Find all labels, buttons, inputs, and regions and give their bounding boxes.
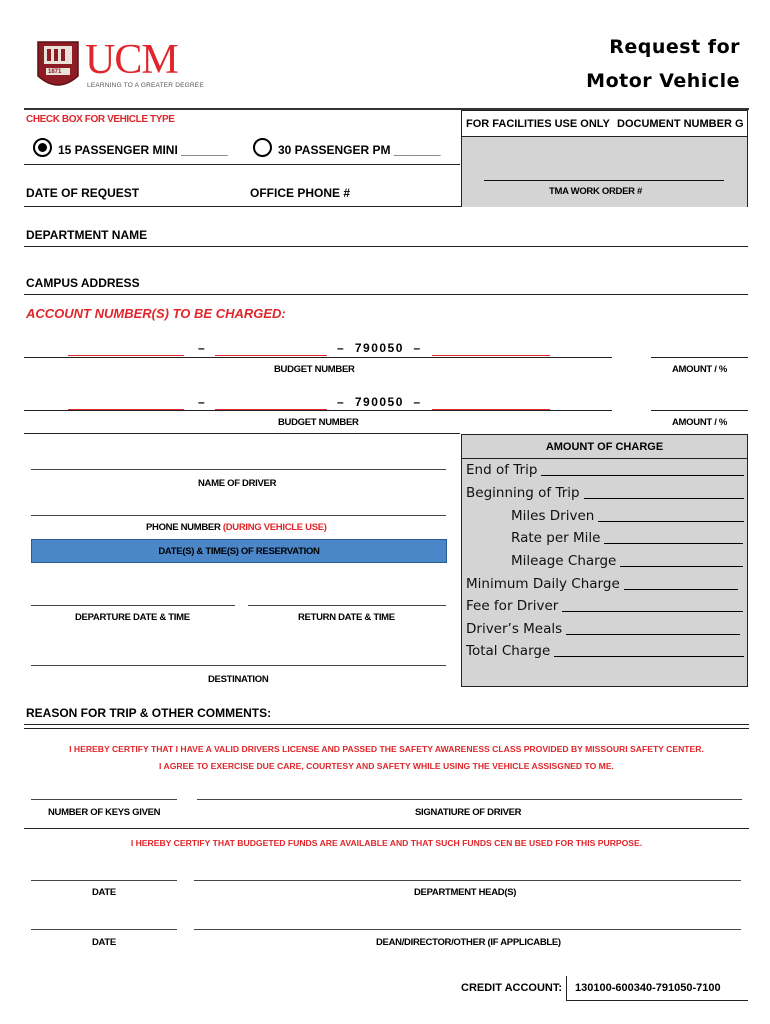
driver-name-field[interactable] (31, 469, 446, 470)
vehicle-type-label: CHECK BOX FOR VEHICLE TYPE (26, 114, 175, 125)
amount-1-field[interactable] (651, 357, 748, 358)
budget-number-label-1: BUDGET NUMBER (274, 364, 355, 375)
department-name-field[interactable] (24, 246, 748, 247)
account-row-2 (24, 393, 612, 411)
document-number: DOCUMENT NUMBER G (617, 118, 744, 130)
charge-minimum-daily[interactable] (466, 576, 738, 592)
credit-account-value: 130100-600340-791050-7100 (575, 982, 721, 994)
radio-selected-dot (38, 143, 47, 152)
charge-total[interactable] (466, 643, 744, 659)
amount-2-field[interactable] (651, 410, 748, 411)
dean-field[interactable] (194, 929, 741, 930)
certify-line-1: I HEREBY CERTIFY THAT I HAVE A VALID DRIVERS LICENSE AND PASSED THE SAFETY AWARENESS CLASS PROVIDED BY MISSOURI SAFETY CENTER. (69, 744, 704, 754)
departure-field[interactable] (31, 605, 235, 606)
charge-rate-per-mile-input[interactable] (604, 530, 743, 544)
date-of-request-label: DATE OF REQUEST (26, 186, 140, 200)
charge-drivers-meals-label: Driver’s Meals (466, 621, 563, 637)
charge-fee-for-driver-input[interactable] (562, 598, 743, 612)
funds-certify: I HEREBY CERTIFY THAT BUDGETED FUNDS ARE AVAILABLE AND THAT SUCH FUNDS CEN BE USED FOR THIS PURPOSE. (130, 838, 643, 848)
charge-mileage-charge[interactable] (466, 553, 743, 569)
logo-wordmark: UCM (85, 37, 178, 83)
charge-fee-for-driver[interactable] (466, 598, 743, 614)
radio-30-passenger[interactable] (253, 138, 272, 157)
department-name-label: DEPARTMENT NAME (26, 228, 148, 242)
driver-phone-text: PHONE NUMBER (146, 522, 221, 533)
keys-given-label: NUMBER OF KEYS GIVEN (48, 807, 161, 818)
account-heading: ACCOUNT NUMBER(S) TO BE CHARGED: (26, 306, 286, 321)
dept-head-label: DEPARTMENT HEAD(S) (414, 887, 517, 898)
campus-address-field[interactable] (24, 294, 748, 295)
date-2-field[interactable] (31, 929, 177, 930)
account-2-field-a[interactable] (68, 397, 184, 410)
account-2-dash: – (198, 395, 205, 409)
driver-signature-field[interactable] (197, 799, 742, 800)
account-1-field-b[interactable] (215, 343, 327, 356)
charge-rate-per-mile[interactable] (466, 530, 743, 546)
driver-section-top-rule (24, 433, 460, 434)
charge-minimum-daily-input[interactable] (624, 576, 738, 590)
charge-end-of-trip-label: End of Trip (466, 462, 538, 478)
driver-phone-label (146, 522, 327, 533)
dept-head-field[interactable] (194, 880, 741, 881)
driver-phone-note: (DURING VEHICLE USE) (222, 522, 327, 533)
charge-drivers-meals-input[interactable] (566, 621, 740, 635)
destination-field[interactable] (31, 665, 446, 666)
account-2-field-c[interactable] (432, 397, 550, 410)
charge-miles-driven-input[interactable] (598, 508, 744, 522)
charge-heading-cell (462, 435, 747, 459)
account-row-1 (24, 339, 612, 358)
office-phone-label: OFFICE PHONE # (250, 186, 351, 200)
date-phone-rule (24, 206, 461, 207)
logo-year: 1871 (48, 69, 62, 75)
account-1-code: – 790050 – (337, 341, 422, 355)
certify-divider (24, 828, 749, 829)
charge-beginning-of-trip[interactable] (466, 485, 744, 501)
driver-name-label: NAME OF DRIVER (198, 478, 277, 489)
reservation-bar (31, 539, 447, 563)
driver-signature-label: SIGNATIURE OF DRIVER (415, 807, 522, 818)
charge-beginning-of-trip-input[interactable] (584, 485, 744, 499)
credit-account-divider (566, 976, 567, 1001)
logo-tagline: LEARNING TO A GREATER DEGREE (87, 82, 204, 89)
account-2-field-b[interactable] (215, 397, 327, 410)
charge-heading: AMOUNT OF CHARGE (545, 441, 664, 453)
charge-fee-for-driver-label: Fee for Driver (466, 598, 559, 614)
date-1-field[interactable] (31, 880, 177, 881)
credit-account-underline (566, 1000, 748, 1001)
charge-total-label: Total Charge (466, 643, 551, 659)
form-title-line2: Motor Vehicle (586, 70, 740, 92)
charge-end-of-trip-input[interactable] (541, 462, 744, 476)
account-2-code: – 790050 – (337, 395, 422, 409)
account-1-field-a[interactable] (68, 343, 184, 356)
tma-work-order-line (484, 180, 724, 181)
credit-account-label: CREDIT ACCOUNT: (461, 982, 563, 994)
charge-miles-driven-label: Miles Driven (511, 508, 595, 524)
vehicle-row-rule (24, 164, 460, 165)
charge-mileage-charge-input[interactable] (620, 553, 743, 567)
amount-label-2: AMOUNT / % (672, 417, 728, 428)
departure-label: DEPARTURE DATE & TIME (75, 612, 190, 623)
campus-address-label: CAMPUS ADDRESS (26, 276, 140, 290)
option-15-passenger: 15 PASSENGER MINI _______ (58, 143, 228, 157)
date-1-label: DATE (92, 887, 116, 898)
account-1-dash: – (198, 341, 205, 355)
charge-beginning-of-trip-label: Beginning of Trip (466, 485, 580, 501)
reason-field[interactable] (24, 724, 749, 729)
keys-given-field[interactable] (31, 799, 177, 800)
reservation-bar-label: DATE(S) & TIME(S) OF RESERVATION (158, 546, 320, 557)
reason-label: REASON FOR TRIP & OTHER COMMENTS: (26, 706, 272, 720)
dean-label: DEAN/DIRECTOR/OTHER (IF APPLICABLE) (376, 937, 561, 948)
ucm-seal-icon (34, 36, 82, 94)
return-field[interactable] (248, 605, 446, 606)
charge-end-of-trip[interactable] (466, 462, 744, 478)
destination-label: DESTINATION (208, 674, 269, 685)
driver-phone-field[interactable] (31, 515, 446, 516)
return-label: RETURN DATE & TIME (298, 612, 395, 623)
charge-miles-driven[interactable] (466, 508, 744, 524)
charge-total-input[interactable] (554, 643, 744, 657)
option-30-passenger: 30 PASSENGER PM _______ (278, 143, 441, 157)
ucm-logo (30, 34, 204, 96)
facilities-use-only: FOR FACILITIES USE ONLY (466, 118, 610, 130)
form-title-line1: Request for (609, 36, 740, 58)
charge-minimum-daily-label: Minimum Daily Charge (466, 576, 620, 592)
charge-drivers-meals[interactable] (466, 621, 740, 637)
radio-15-passenger[interactable] (33, 138, 52, 157)
tma-work-order-label: TMA WORK ORDER # (549, 186, 643, 197)
account-1-field-c[interactable] (432, 343, 550, 356)
charge-mileage-charge-label: Mileage Charge (511, 553, 617, 569)
charge-rate-per-mile-label: Rate per Mile (511, 530, 601, 546)
amount-label-1: AMOUNT / % (672, 364, 728, 375)
budget-number-label-2: BUDGET NUMBER (278, 417, 359, 428)
date-2-label: DATE (92, 937, 116, 948)
certify-line-2: I AGREE TO EXERCISE DUE CARE, COURTESY AND SAFETY WHILE USING THE VEHICLE ASSISGNED TO ME. (159, 761, 614, 771)
